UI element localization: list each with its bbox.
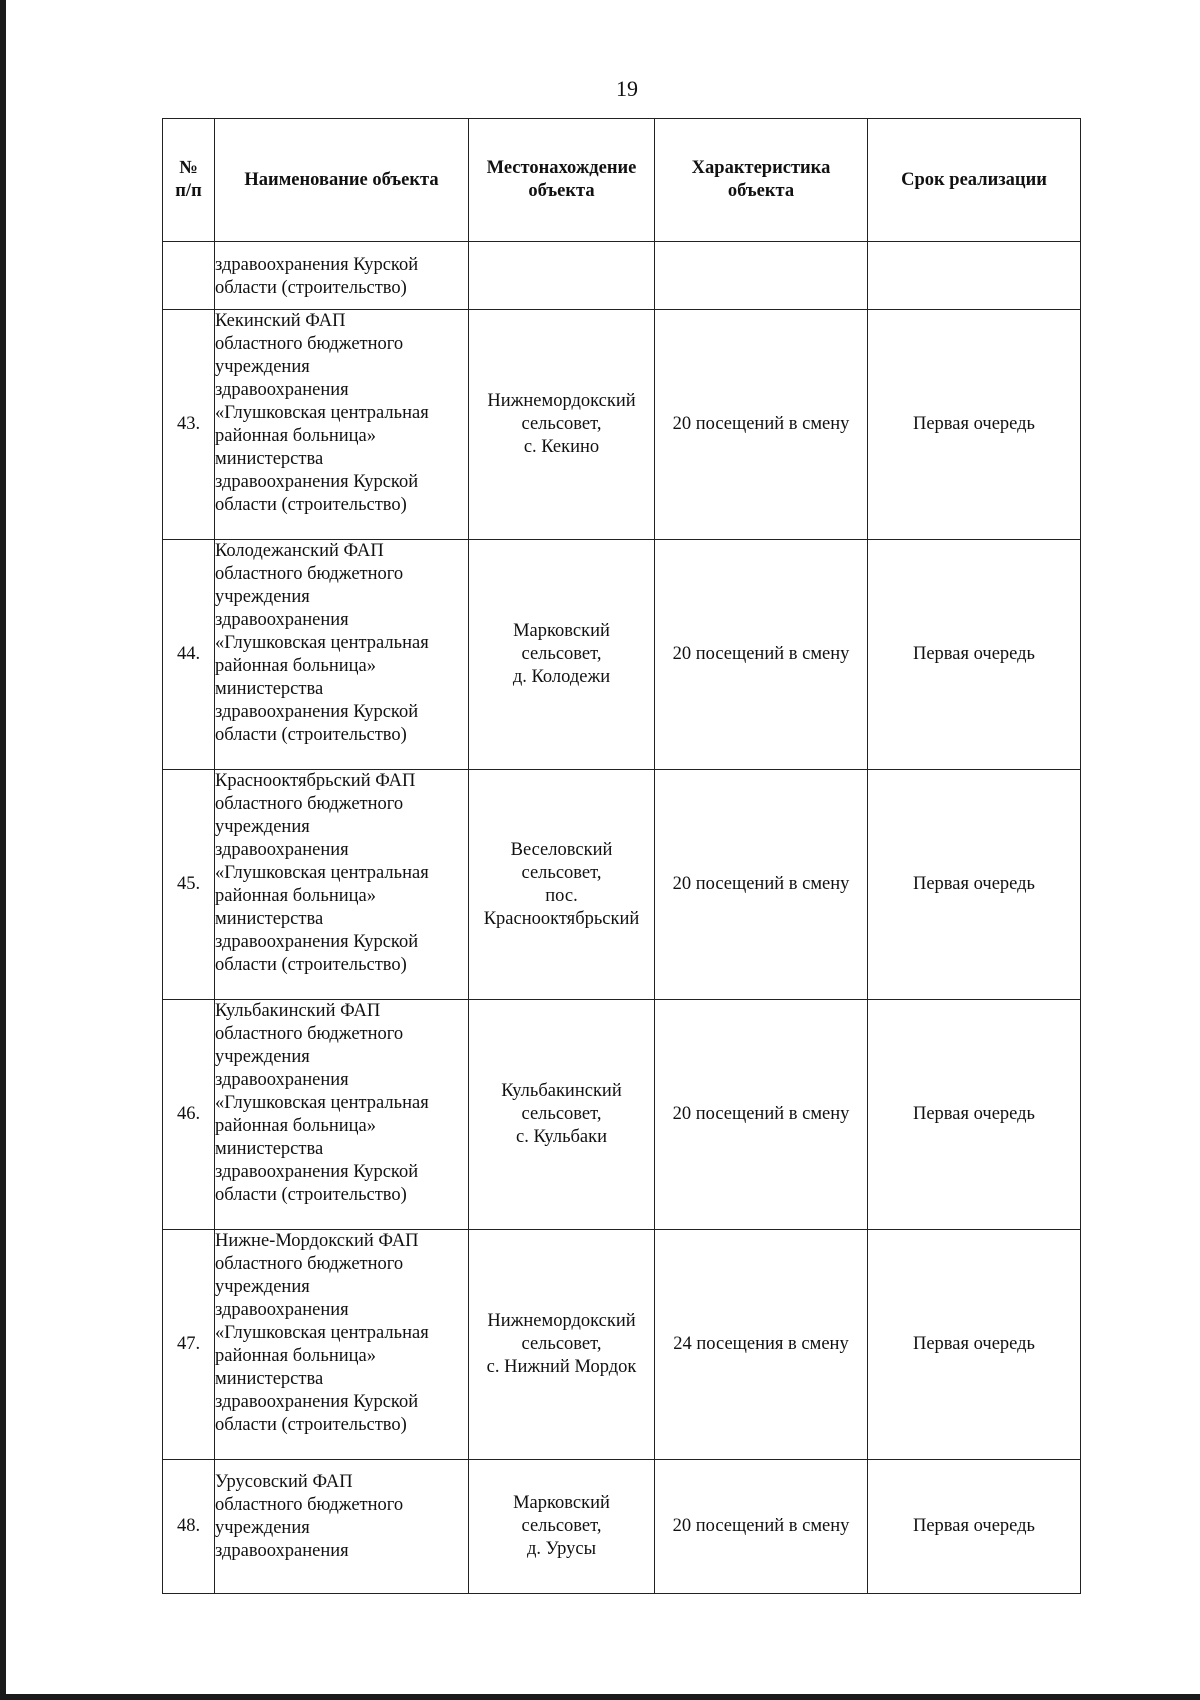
header-number: № п/п <box>163 119 215 242</box>
cell-number: 47. <box>163 1230 215 1460</box>
cell-term <box>868 242 1081 310</box>
cell-location: Кульбакинский сельсовет, с. Кульбаки <box>469 1000 655 1230</box>
cell-characteristic <box>655 242 868 310</box>
cell-object-name: Нижне-Мордокский ФАП областного бюджетного учреждения здравоохранения «Глушковская центральная районная больница» министерства здравоохранения Курской области (строительство) <box>215 1230 469 1460</box>
cell-characteristic: 24 посещения в смену <box>655 1230 868 1460</box>
table-header-row <box>163 119 1081 242</box>
cell-location: Марковский сельсовет, д. Колодежи <box>469 540 655 770</box>
cell-object-name: здравоохранения Курской области (строительство) <box>215 242 469 310</box>
cell-characteristic: 20 посещений в смену <box>655 1000 868 1230</box>
table-row <box>163 1230 1081 1460</box>
cell-characteristic: 20 посещений в смену <box>655 1460 868 1594</box>
cell-term: Первая очередь <box>868 1230 1081 1460</box>
table-row <box>163 1000 1081 1230</box>
cell-object-name: Кекинский ФАП областного бюджетного учреждения здравоохранения «Глушковская центральная районная больница» министерства здравоохранения Курской области (строительство) <box>215 310 469 540</box>
table-row <box>163 310 1081 540</box>
objects-table <box>162 118 1081 1594</box>
header-term: Срок реализации <box>868 119 1081 242</box>
scan-edge-bottom <box>0 1694 1200 1700</box>
cell-term: Первая очередь <box>868 1460 1081 1594</box>
cell-object-name: Кульбакинский ФАП областного бюджетного учреждения здравоохранения «Глушковская центральная районная больница» министерства здравоохранения Курской области (строительство) <box>215 1000 469 1230</box>
table-row <box>163 770 1081 1000</box>
header-location: Местонахождение объекта <box>469 119 655 242</box>
header-characteristic: Характеристика объекта <box>655 119 868 242</box>
cell-term: Первая очередь <box>868 540 1081 770</box>
table-row <box>163 540 1081 770</box>
cell-characteristic: 20 посещений в смену <box>655 310 868 540</box>
cell-term: Первая очередь <box>868 1000 1081 1230</box>
cell-object-name: Урусовский ФАП областного бюджетного учреждения здравоохранения <box>215 1460 469 1594</box>
cell-location: Веселовский сельсовет, пос. Краснооктябрьский <box>469 770 655 1000</box>
cell-number <box>163 242 215 310</box>
cell-location: Нижнемордокский сельсовет, с. Нижний Мордок <box>469 1230 655 1460</box>
table-row-continuation <box>163 242 1081 310</box>
cell-object-name: Колодежанский ФАП областного бюджетного учреждения здравоохранения «Глушковская центральная районная больница» министерства здравоохранения Курской области (строительство) <box>215 540 469 770</box>
cell-location <box>469 242 655 310</box>
cell-term: Первая очередь <box>868 770 1081 1000</box>
scan-edge-left <box>0 0 6 1700</box>
cell-number: 48. <box>163 1460 215 1594</box>
cell-characteristic: 20 посещений в смену <box>655 770 868 1000</box>
page-number: 19 <box>616 76 638 101</box>
table-row <box>163 1460 1081 1594</box>
cell-location: Марковский сельсовет, д. Урусы <box>469 1460 655 1594</box>
cell-number: 46. <box>163 1000 215 1230</box>
cell-number: 45. <box>163 770 215 1000</box>
cell-number: 43. <box>163 310 215 540</box>
cell-number: 44. <box>163 540 215 770</box>
header-object-name: Наименование объекта <box>215 119 469 242</box>
cell-object-name: Краснооктябрьский ФАП областного бюджетного учреждения здравоохранения «Глушковская центральная районная больница» министерства здравоохранения Курской области (строительство) <box>215 770 469 1000</box>
cell-term: Первая очередь <box>868 310 1081 540</box>
cell-location: Нижнемордокский сельсовет, с. Кекино <box>469 310 655 540</box>
cell-characteristic: 20 посещений в смену <box>655 540 868 770</box>
